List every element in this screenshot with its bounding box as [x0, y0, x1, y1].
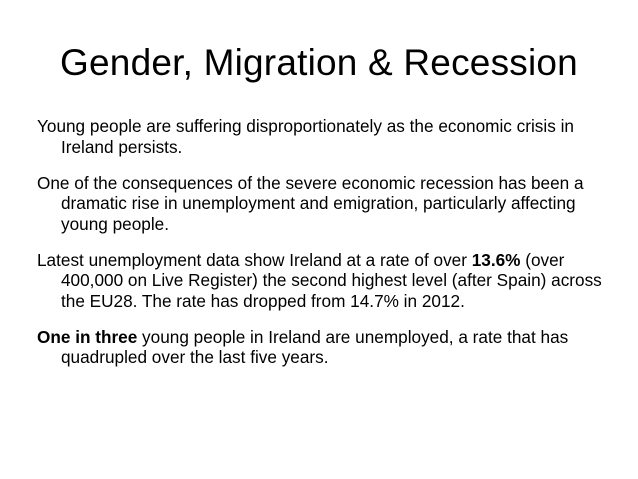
one-in-three-highlight: One in three — [37, 326, 138, 347]
paragraph-text: One of the consequences of the severe economic recession has been a dramatic rise in unemployment and emigration, particularly affecting young people. — [37, 172, 584, 234]
paragraph-text: Latest unemployment data show Ireland at a rate of over — [37, 249, 472, 270]
paragraph-text-continued: (over 400,000 on Live Register) the second highest level (after Spain) across the EU28. The rate has dropped from 14.7% in 2012. — [61, 249, 602, 311]
paragraph-one-in-three — [37, 327, 609, 368]
paragraph-text: Young people are suffering disproportionately as the economic crisis in Ireland persists. — [37, 116, 574, 157]
paragraph-unemployment-data — [37, 250, 609, 312]
paragraph-youth-suffering — [37, 116, 609, 157]
paragraph-consequences — [37, 173, 609, 235]
unemployment-rate-highlight: 13.6% — [471, 249, 521, 270]
paragraph-text-continued: young people in Ireland are unemployed, a rate that has quadrupled over the last five years. — [61, 326, 569, 367]
slide-title: Gender, Migration & Recession — [60, 42, 578, 83]
slide-body — [37, 116, 609, 383]
